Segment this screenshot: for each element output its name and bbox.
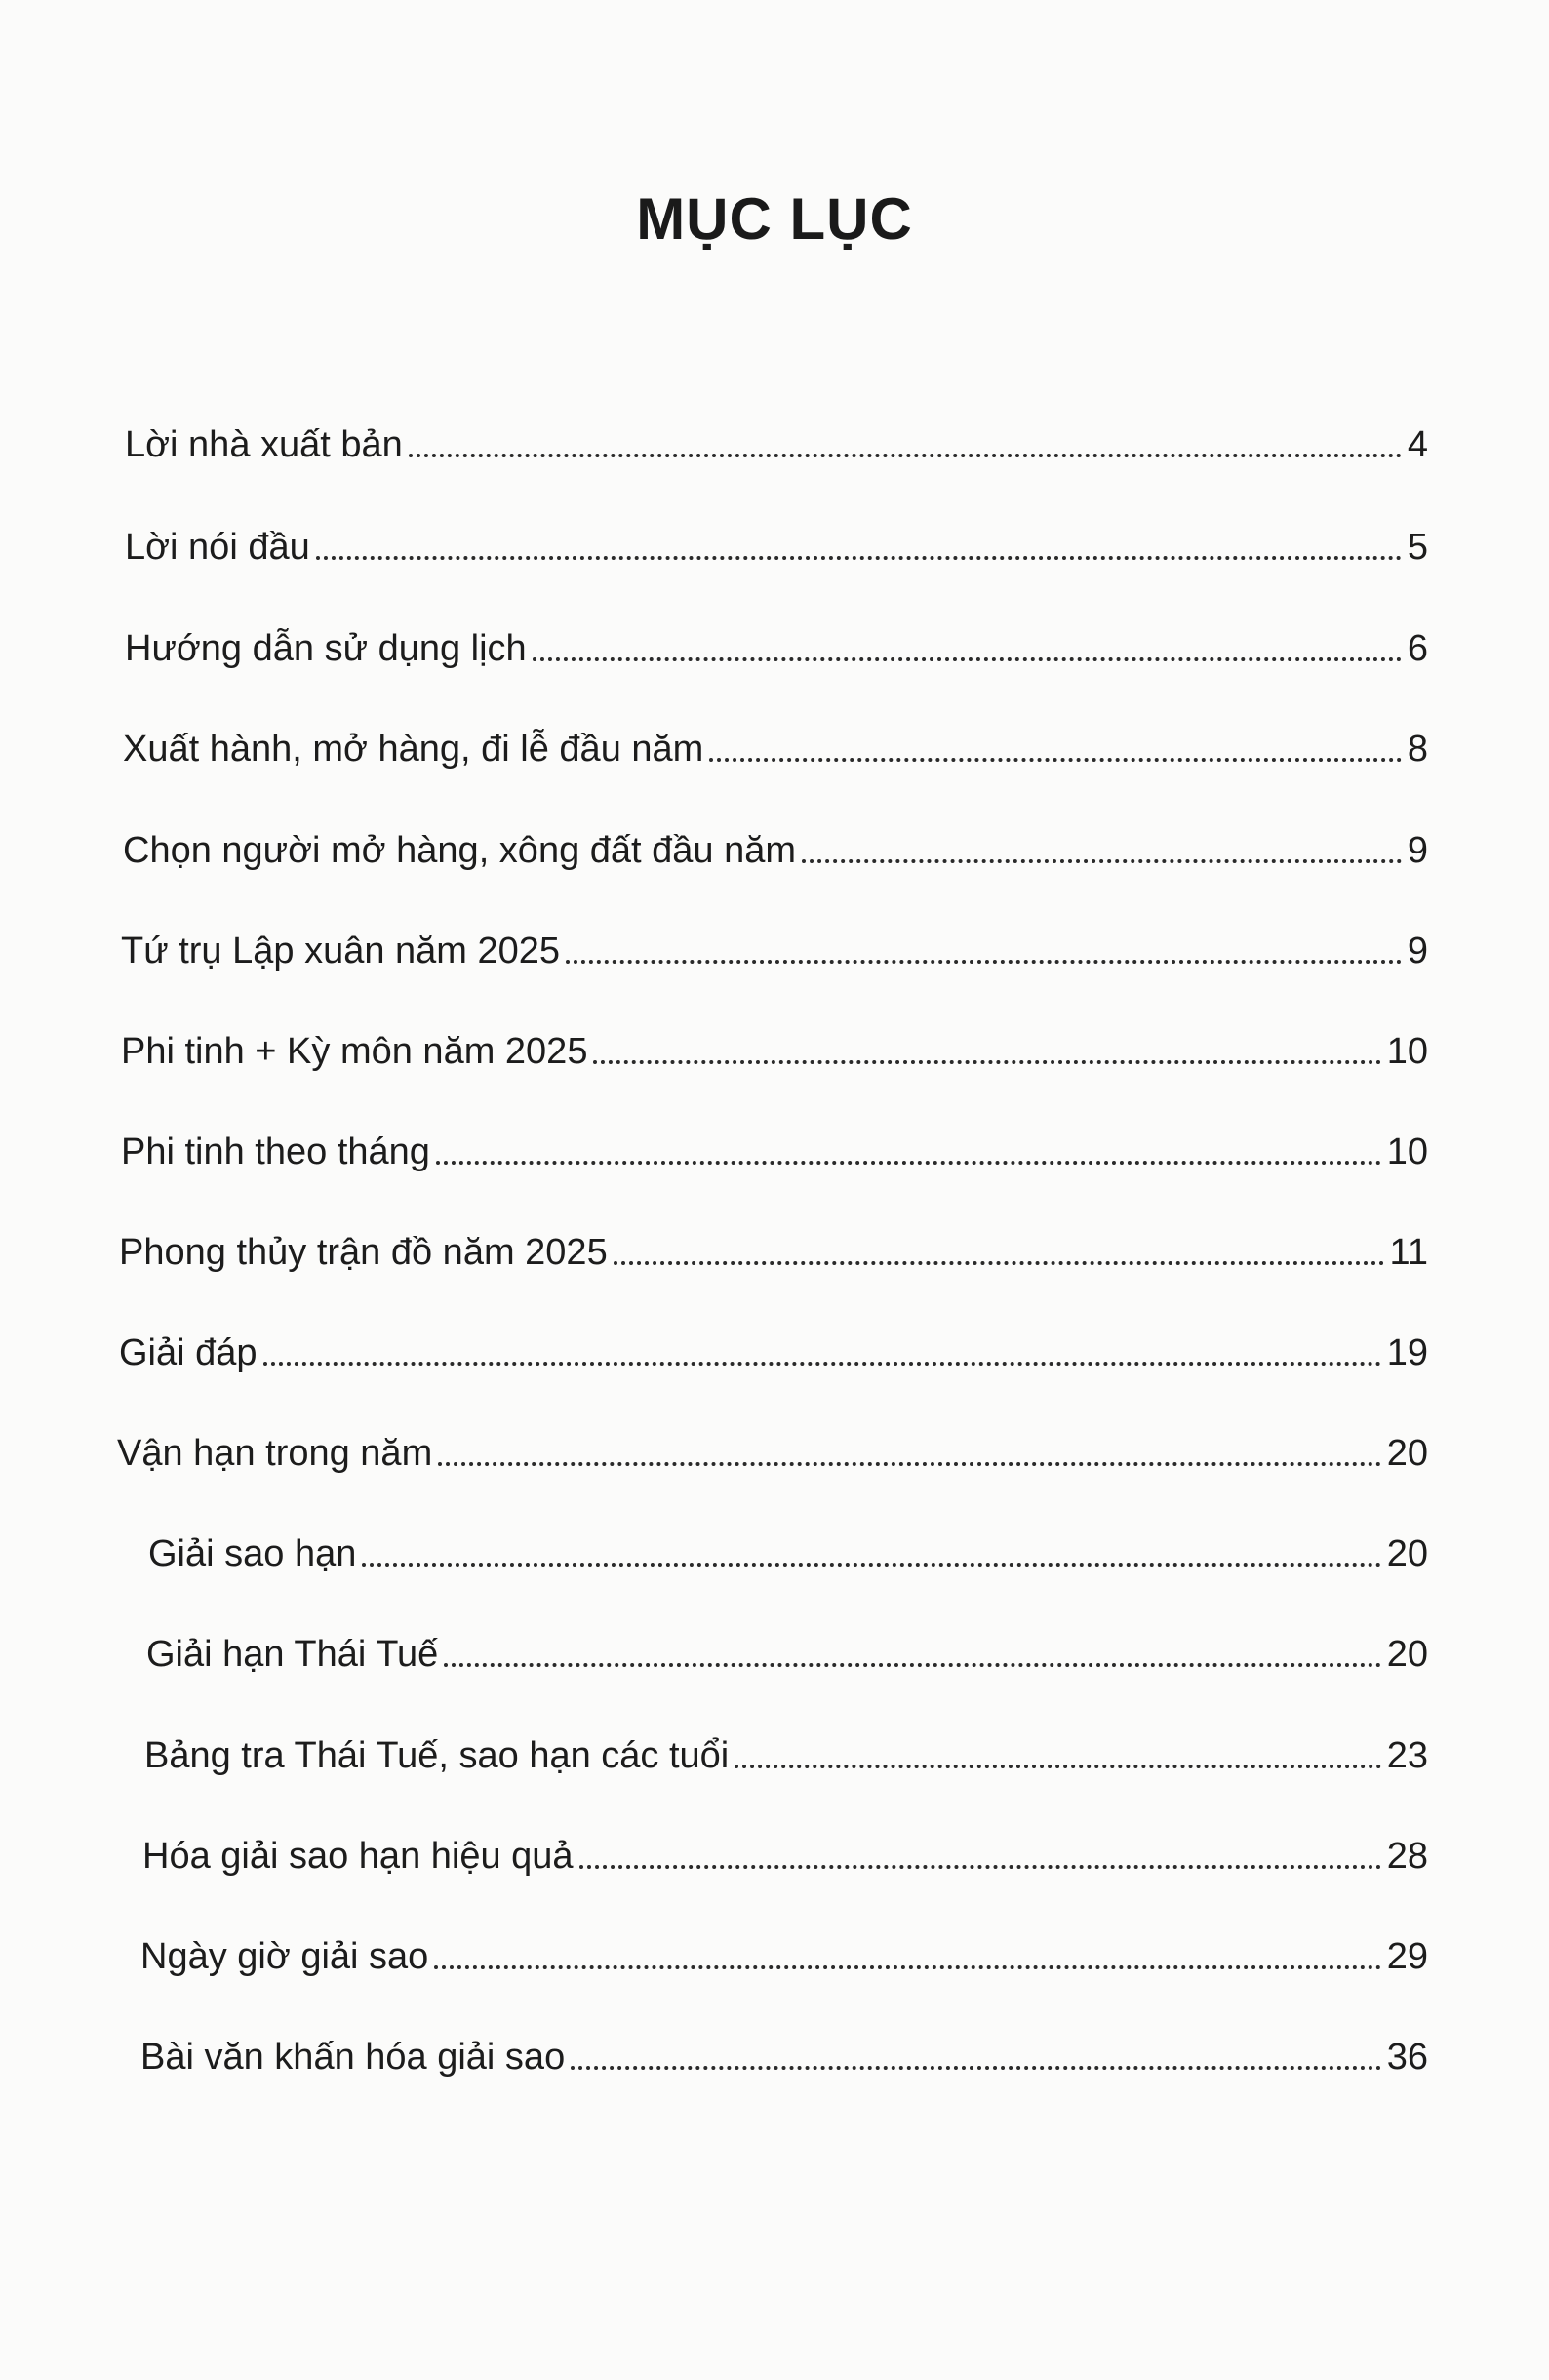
toc-entry-page: 10 xyxy=(1386,1131,1428,1172)
leader-dots xyxy=(444,1663,1380,1667)
toc-entry-page: 23 xyxy=(1386,1735,1428,1776)
toc-entry xyxy=(123,712,1428,771)
leader-dots xyxy=(571,2066,1381,2070)
toc-subentry xyxy=(146,1617,1428,1676)
toc-entry-label: Hướng dẫn sử dụng lịch xyxy=(125,628,527,669)
leader-dots xyxy=(316,556,1402,560)
toc-entry-label: Chọn người mở hàng, xông đất đầu năm xyxy=(123,830,797,871)
toc-entry xyxy=(121,1014,1428,1073)
toc-entry-label: Lời nói đầu xyxy=(125,527,310,568)
leader-dots xyxy=(533,657,1402,661)
toc-entry-page: 28 xyxy=(1386,1836,1428,1877)
page-title: MỤC LỤC xyxy=(636,186,913,252)
toc-entry-label: Giải đáp xyxy=(119,1332,258,1373)
toc-entry-page: 6 xyxy=(1407,628,1428,669)
leader-dots xyxy=(409,454,1402,457)
leader-dots xyxy=(614,1261,1384,1265)
toc-subentry xyxy=(144,1719,1428,1777)
toc-entry-page: 8 xyxy=(1407,729,1428,770)
leader-dots xyxy=(566,960,1402,964)
toc-entry xyxy=(125,612,1428,670)
toc-entry-page: 36 xyxy=(1386,2037,1428,2078)
toc-entry-page: 4 xyxy=(1407,424,1428,465)
toc-entry-page: 9 xyxy=(1407,931,1428,972)
toc-entry xyxy=(121,1115,1428,1173)
toc-entry-label: Phong thủy trận đồ năm 2025 xyxy=(119,1232,608,1273)
toc-entry-label: Hóa giải sao hạn hiệu quả xyxy=(142,1836,574,1877)
toc-entry-page: 11 xyxy=(1389,1232,1428,1273)
leader-dots xyxy=(436,1161,1381,1165)
leader-dots xyxy=(802,859,1402,863)
toc-entry-label: Phi tinh theo tháng xyxy=(121,1131,430,1172)
toc-entry-page: 20 xyxy=(1386,1433,1428,1474)
toc-subentry xyxy=(140,1920,1428,1978)
toc-entry-page: 9 xyxy=(1407,830,1428,871)
leader-dots xyxy=(263,1362,1381,1366)
toc-entry-page: 5 xyxy=(1407,527,1428,568)
leader-dots xyxy=(438,1462,1380,1466)
toc-subentry xyxy=(142,1819,1428,1878)
toc-entry xyxy=(125,408,1428,466)
toc-entry-page: 19 xyxy=(1386,1332,1428,1373)
toc-entry-label: Bài văn khấn hóa giải sao xyxy=(140,2037,566,2078)
toc-entry-label: Giải hạn Thái Tuế xyxy=(146,1634,439,1675)
toc-entry xyxy=(119,1215,1428,1274)
toc-entry-page: 20 xyxy=(1386,1533,1428,1574)
toc-entry-label: Tứ trụ Lập xuân năm 2025 xyxy=(121,931,561,972)
toc-subentry xyxy=(140,2020,1428,2079)
leader-dots xyxy=(709,758,1402,762)
leader-dots xyxy=(579,1865,1381,1869)
leader-dots xyxy=(593,1060,1380,1064)
toc-entry-label: Xuất hành, mở hàng, đi lễ đầu năm xyxy=(123,729,704,770)
toc-entry-page: 20 xyxy=(1386,1634,1428,1675)
toc-entry xyxy=(119,1316,1428,1374)
toc-entry-label: Phi tinh + Kỳ môn năm 2025 xyxy=(121,1031,588,1072)
toc-entry xyxy=(123,813,1428,872)
leader-dots xyxy=(434,1965,1380,1969)
toc-entry-page: 29 xyxy=(1386,1936,1428,1977)
toc-entry-label: Bảng tra Thái Tuế, sao hạn các tuổi xyxy=(144,1735,730,1776)
toc-entry xyxy=(125,510,1428,569)
toc-entry-label: Giải sao hạn xyxy=(148,1533,357,1574)
toc-entry-label: Lời nhà xuất bản xyxy=(125,424,403,465)
leader-dots xyxy=(735,1765,1380,1768)
toc-entry-label: Vận hạn trong năm xyxy=(117,1433,433,1474)
toc-entry-page: 10 xyxy=(1386,1031,1428,1072)
leader-dots xyxy=(362,1563,1380,1567)
toc-subentry xyxy=(148,1517,1428,1575)
toc-entry xyxy=(121,914,1428,972)
toc-entry xyxy=(117,1416,1428,1475)
toc-entry-label: Ngày giờ giải sao xyxy=(140,1936,429,1977)
